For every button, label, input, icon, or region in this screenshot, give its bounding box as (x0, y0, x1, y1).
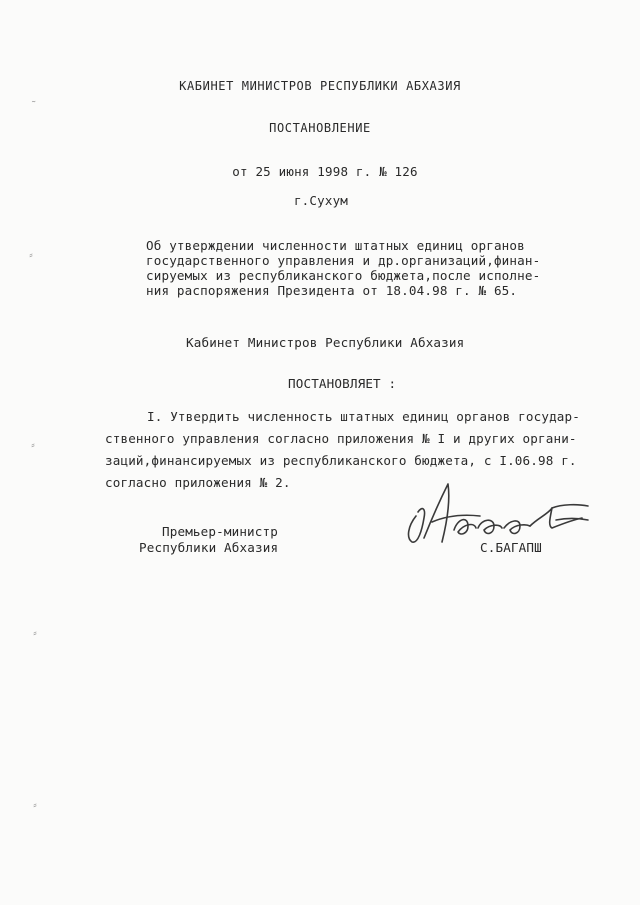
date-number: от 25 июня 1998 г. № 126 (232, 164, 418, 179)
subject-line: Об утверждении численности штатных единиц органов (146, 238, 525, 253)
clause-line: I. Утвердить численность штатных единиц органов государ- (147, 409, 580, 424)
subject-line: ния распоряжения Президента от 18.04.98 г. № 65. (146, 283, 518, 298)
handwritten-signature (402, 478, 602, 558)
paper-speck: ⸗ (32, 628, 39, 639)
paper-speck: ⸗ (32, 800, 39, 811)
subject-line: государственного управления и др.организаций,финан- (146, 253, 541, 268)
signatory-title-line2: Республики Абхазия (139, 540, 279, 555)
organization-heading: КАБИНЕТ МИНИСТРОВ РЕСПУБЛИКИ АБХАЗИЯ (179, 79, 461, 93)
signatory-name: С.БАГАПШ (480, 540, 542, 555)
signatory-title-line1: Премьер-министр (162, 524, 278, 539)
paper-speck: ⸗ (30, 440, 37, 451)
decides-heading: ПОСТАНОВЛЯЕТ : (288, 376, 397, 391)
clause-line: ственного управления согласно приложения № I и других органи- (105, 431, 577, 446)
place: г.Сухум (293, 193, 349, 208)
paper-speck: ⸗ (28, 250, 35, 261)
preamble-body: Кабинет Министров Республики Абхазия (186, 335, 465, 350)
clause-line: согласно приложения № 2. (105, 475, 291, 490)
subject-line: сируемых из республиканского бюджета,после исполне- (146, 268, 541, 283)
clause-line: заций,финансируемых из республиканского бюджета, с I.06.98 г. (105, 453, 577, 468)
paper-speck: ˷ (32, 92, 39, 103)
document-type: ПОСТАНОВЛЕНИЕ (269, 121, 371, 135)
